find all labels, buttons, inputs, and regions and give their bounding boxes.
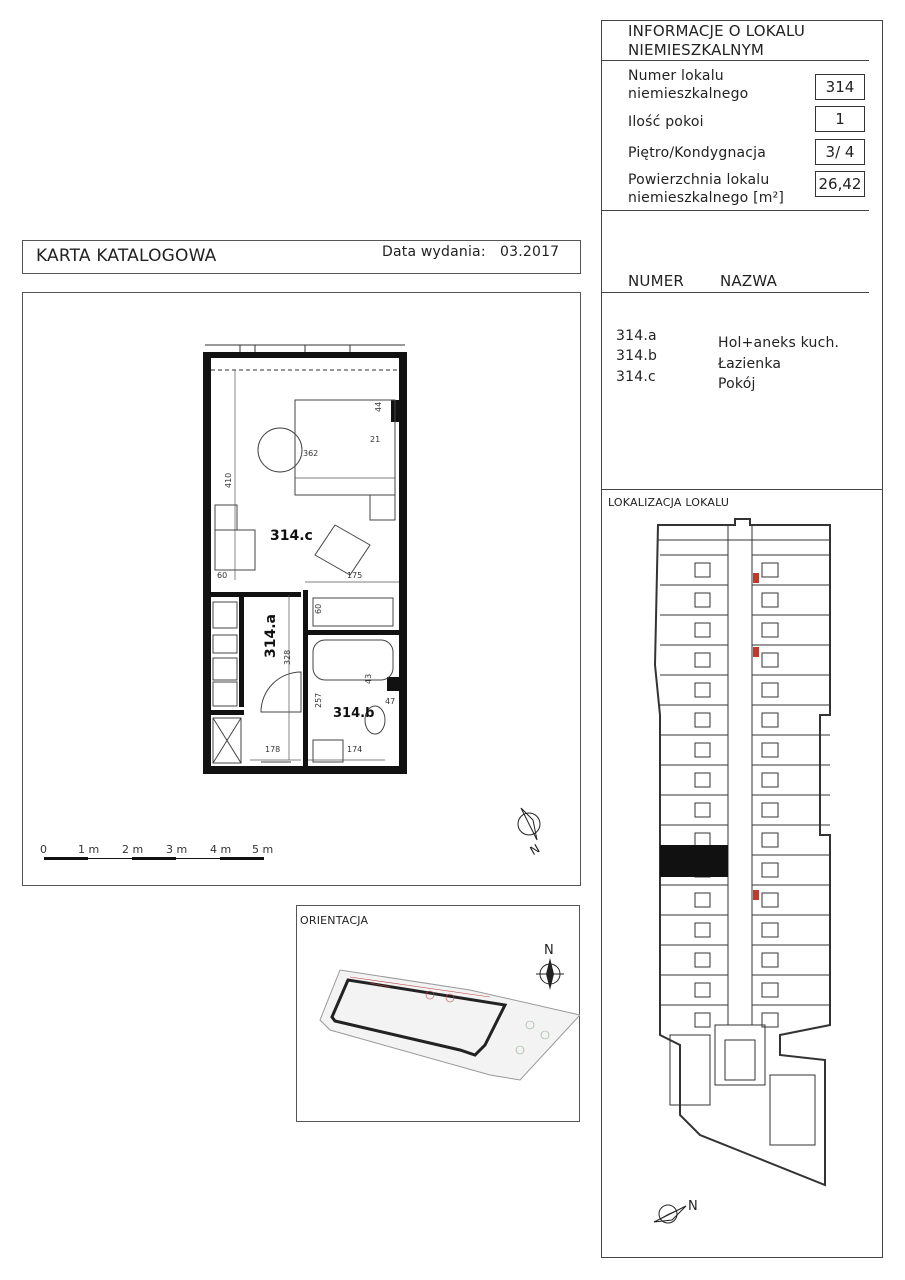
dim-174: 174 (347, 745, 363, 754)
location-building-plan (640, 515, 840, 1195)
location-north-label: N (688, 1199, 698, 1214)
unit-number-value: 314 (815, 74, 865, 100)
unit-bathroom (762, 983, 778, 997)
compass-icon (650, 1192, 700, 1237)
unit-bathroom (762, 893, 778, 907)
compass-icon (505, 800, 555, 860)
unit-bathroom (695, 1013, 710, 1027)
col-name-header: NAZWA (720, 272, 778, 290)
dim-362: 362 (303, 449, 319, 458)
unit-bathroom (762, 713, 778, 727)
unit-number-label-2: niemieszkalnego (628, 86, 749, 102)
scale-label: 1 m (78, 843, 100, 856)
room-label-c: 314.c (270, 528, 313, 544)
unit-bathroom (762, 923, 778, 937)
dim-21: 21 (370, 435, 381, 444)
room-row-number: 314.c (616, 369, 656, 385)
area-label-2: niemieszkalnego [m²] (628, 190, 785, 206)
divider (601, 60, 869, 61)
unit-bathroom (695, 653, 710, 667)
room-row-number: 314.b (616, 348, 658, 364)
room-row-name: Pokój (718, 376, 756, 392)
scale-label: 5 m (252, 843, 274, 856)
room-row-number: 314.a (616, 328, 657, 344)
unit-bathroom (762, 803, 778, 817)
unit-bathroom (762, 773, 778, 787)
dim-43: 43 (364, 673, 373, 684)
scale-label: 3 m (166, 843, 188, 856)
floor-value: 3/ 4 (815, 139, 865, 165)
unit-bathroom (762, 833, 778, 847)
dim-60b: 60 (314, 603, 323, 614)
unit-bathroom (762, 863, 778, 877)
scale-label: 2 m (122, 843, 144, 856)
orientation-north-label: N (544, 943, 554, 958)
room-label-a: 314.a (263, 614, 279, 658)
dim-47: 47 (385, 697, 396, 706)
unit-bathroom (695, 773, 710, 787)
unit-bathroom (762, 593, 778, 607)
unit-bathroom (762, 683, 778, 697)
issue-date: 03.2017 (500, 244, 560, 260)
divider (601, 292, 869, 293)
col-number-header: NUMER (628, 272, 685, 290)
unit-bathroom (695, 563, 710, 577)
compass-icon (530, 940, 570, 995)
unit-bathroom (695, 983, 710, 997)
unit-bathroom (695, 833, 710, 847)
unit-bathroom (695, 623, 710, 637)
room-label-b: 314.b (333, 706, 375, 721)
rooms-value: 1 (815, 106, 865, 132)
unit-bathroom (695, 953, 710, 967)
card-title: KARTA KATALOGOWA (36, 246, 217, 266)
floor-plan (195, 340, 415, 780)
unit-bathroom (695, 743, 710, 757)
scale-bar (40, 840, 290, 864)
unit-bathroom (762, 953, 778, 967)
unit-bathroom (695, 593, 710, 607)
unit-bathroom (695, 713, 710, 727)
issue-label: Data wydania: (382, 244, 486, 260)
scale-label: 4 m (210, 843, 232, 856)
scale-label: 0 (40, 843, 47, 856)
dim-410: 410 (224, 472, 233, 488)
dim-257: 257 (314, 692, 323, 708)
plan-north-label: N (527, 841, 543, 859)
dim-60a: 60 (217, 571, 228, 580)
unit-bathroom (762, 563, 778, 577)
unit-bathroom (695, 803, 710, 817)
dim-175: 175 (347, 571, 363, 580)
unit-number-label-1: Numer lokalu (628, 68, 724, 84)
unit-bathroom (695, 923, 710, 937)
unit-bathroom (762, 743, 778, 757)
unit-bathroom (762, 653, 778, 667)
area-label-1: Powierzchnia lokalu (628, 172, 770, 188)
highlighted-unit (660, 845, 728, 877)
room-row-name: Hol+aneks kuch. (718, 335, 840, 351)
divider (601, 210, 869, 211)
dim-178: 178 (265, 745, 281, 754)
info-title-line1: INFORMACJE O LOKALU (628, 22, 806, 40)
orientation-title: ORIENTACJA (300, 914, 369, 927)
unit-bathroom (762, 623, 778, 637)
floor-label: Piętro/Kondygnacja (628, 145, 767, 161)
dim-328: 328 (283, 649, 292, 665)
rooms-label: Ilość pokoi (628, 114, 704, 130)
location-title: LOKALIZACJA LOKALU (608, 496, 730, 509)
divider (601, 489, 882, 490)
room-row-name: Łazienka (718, 356, 782, 372)
info-title-line2: NIEMIESZKALNYM (628, 41, 765, 59)
area-value: 26,42 (815, 171, 865, 197)
unit-bathroom (695, 893, 710, 907)
dim-44: 44 (374, 401, 383, 412)
unit-bathroom (695, 683, 710, 697)
